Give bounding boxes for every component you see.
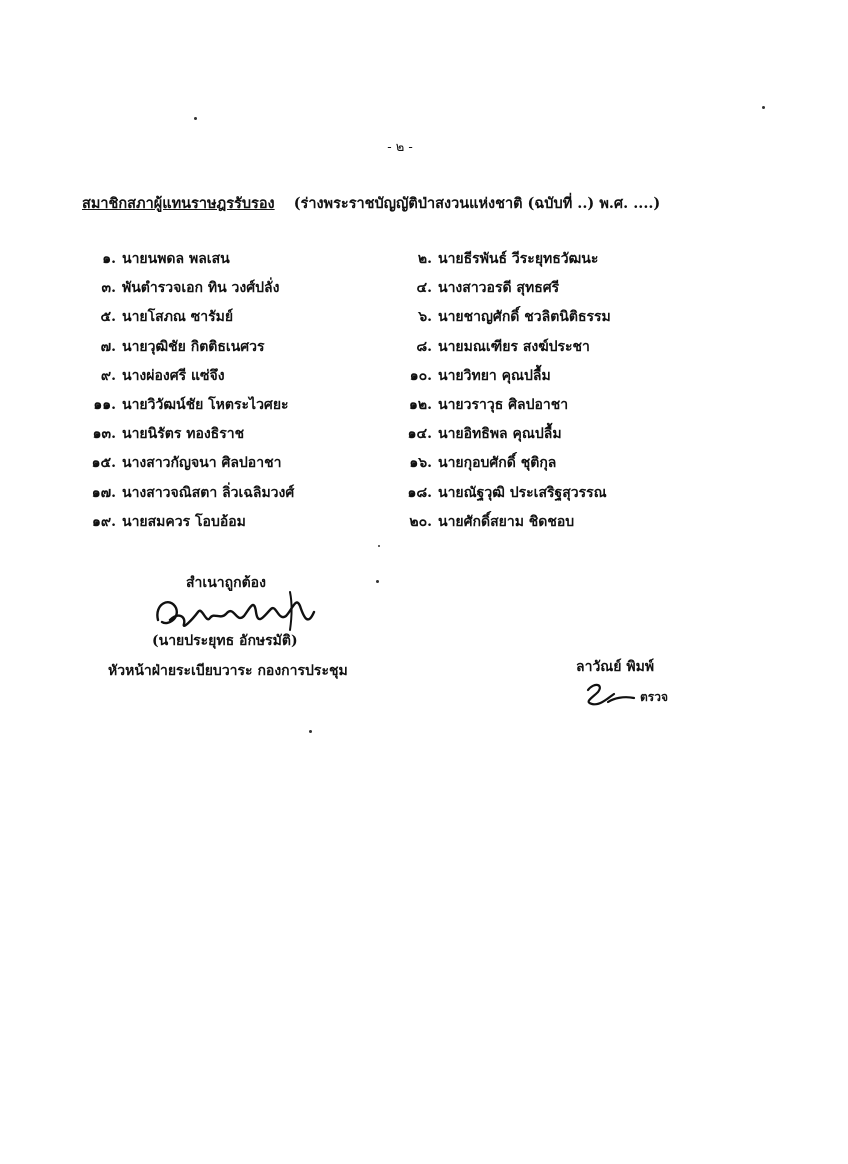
page-number: - ๒ - (387, 140, 413, 155)
member-entry (398, 365, 551, 387)
certification-block (100, 570, 400, 680)
member-entry (82, 511, 246, 533)
member-row (82, 277, 722, 306)
heading-main: สมาชิกสภาผู้แทนราษฎรรับรอง (82, 195, 275, 212)
member-row (82, 482, 722, 511)
member-number: ๑. (102, 251, 116, 267)
member-entry (398, 306, 611, 328)
member-name: นางสาวจณิสตา ลิ่วเฉลิมวงศ์ (122, 484, 295, 501)
member-number: ๓. (101, 280, 116, 297)
member-number: ๒๐. (409, 513, 432, 530)
member-list (82, 248, 722, 548)
member-entry (398, 452, 556, 474)
member-number: ๑๙. (91, 513, 116, 530)
member-entry (398, 394, 568, 416)
member-name: นายศักดิ์สยาม ชิดชอบ (438, 513, 575, 530)
member-entry (398, 511, 574, 533)
member-entry (82, 365, 225, 387)
member-number: ๑๕. (91, 455, 116, 472)
member-row (82, 306, 722, 335)
document-heading (82, 192, 782, 215)
member-name: นายนพดล พลเสน (122, 251, 230, 267)
member-number: ๗. (100, 338, 116, 355)
certified-copy-label: สำเนาถูกต้อง (186, 575, 266, 591)
member-entry (82, 306, 233, 328)
member-entry (82, 394, 289, 416)
member-entry (82, 336, 265, 358)
member-number: ๔. (416, 280, 432, 297)
member-number: ๒. (417, 251, 432, 267)
member-name: นายธีรพันธ์ วีระยุทธวัฒนะ (438, 251, 599, 267)
member-number: ๘. (416, 338, 432, 355)
scan-speck (376, 580, 379, 583)
signer-position: หัวหน้าฝ่ายระเบียบวาระ กองการประชุม (108, 663, 348, 679)
checker-name: ลาวัณย์ พิมพ์ (576, 659, 655, 675)
member-entry (82, 248, 230, 270)
member-entry (398, 277, 559, 299)
member-entry (82, 277, 279, 299)
member-name: นายสมควร โอบอ้อม (122, 513, 246, 530)
member-number: ๑๓. (92, 426, 116, 443)
member-name: นายวิวัฒน์ชัย โหตระไวศยะ (122, 397, 289, 413)
member-entry (82, 482, 294, 504)
member-name: นายมณเฑียร สงฆ์ประชา (438, 338, 590, 355)
heading-sub: (ร่างพระราชบัญญัติป่าสงวนแห่งชาติ (ฉบับที่ ..) พ.ศ. ....) (293, 195, 661, 212)
signer-name: (นายประยุทธ อักษรมัติ) (152, 633, 298, 649)
scan-speck (194, 117, 197, 120)
member-entry (82, 423, 244, 445)
member-number: ๑๘. (407, 484, 432, 501)
member-row (82, 336, 722, 365)
scan-speck (309, 730, 312, 733)
member-row (82, 511, 722, 540)
scan-speck (762, 106, 765, 109)
member-name: นายวิทยา คุณปลื้ม (438, 367, 551, 384)
member-number: ๑๖. (409, 455, 432, 472)
checker-label: ตรวจ (640, 690, 669, 704)
member-number: ๑๐. (409, 367, 432, 384)
checker-initials-mark (578, 680, 638, 712)
member-number: ๖. (418, 309, 432, 326)
member-number: ๑๗. (91, 484, 116, 501)
member-number: ๑๔. (407, 426, 432, 443)
member-name: นายอิทธิพล คุณปลื้ม (438, 426, 562, 443)
member-entry (398, 482, 607, 504)
member-number: ๑๑. (93, 397, 116, 413)
member-row (82, 452, 722, 481)
checker-block (570, 656, 710, 716)
member-name: นายกุอบศักดิ์ ชุติกุล (438, 455, 557, 472)
member-number: ๙. (100, 367, 116, 384)
member-entry (398, 423, 562, 445)
member-name: นายวราวุธ ศิลปอาชา (438, 397, 569, 413)
member-row (82, 423, 722, 452)
member-name: พันตำรวจเอก ทิน วงศ์ปลั่ง (122, 280, 280, 297)
member-row (82, 248, 722, 277)
member-name: นางสาวอรดี สุทธศรี (438, 280, 560, 297)
member-name: นายณัฐวุฒิ ประเสริฐสุวรรณ (438, 484, 607, 501)
member-entry (398, 336, 590, 358)
member-entry (82, 452, 281, 474)
member-name: นายโสภณ ซารัมย์ (122, 309, 234, 326)
member-number: ๑๒. (409, 397, 432, 413)
scan-speck (378, 545, 380, 547)
member-row (82, 365, 722, 394)
member-name: นายนิรัตร ทองธิราช (122, 426, 245, 443)
member-name: นายวุฒิชัย กิตติธเนศวร (122, 338, 265, 355)
member-name: นางสาวกัญจนา ศิลปอาชา (122, 455, 282, 472)
signature-mark (150, 590, 320, 634)
member-row (82, 394, 722, 423)
member-name: นางผ่องศรี แซ่จึง (122, 367, 225, 384)
member-entry (398, 248, 598, 270)
member-number: ๕. (100, 309, 116, 326)
member-name: นายชาญศักดิ์ ชวลิตนิติธรรม (438, 309, 611, 326)
